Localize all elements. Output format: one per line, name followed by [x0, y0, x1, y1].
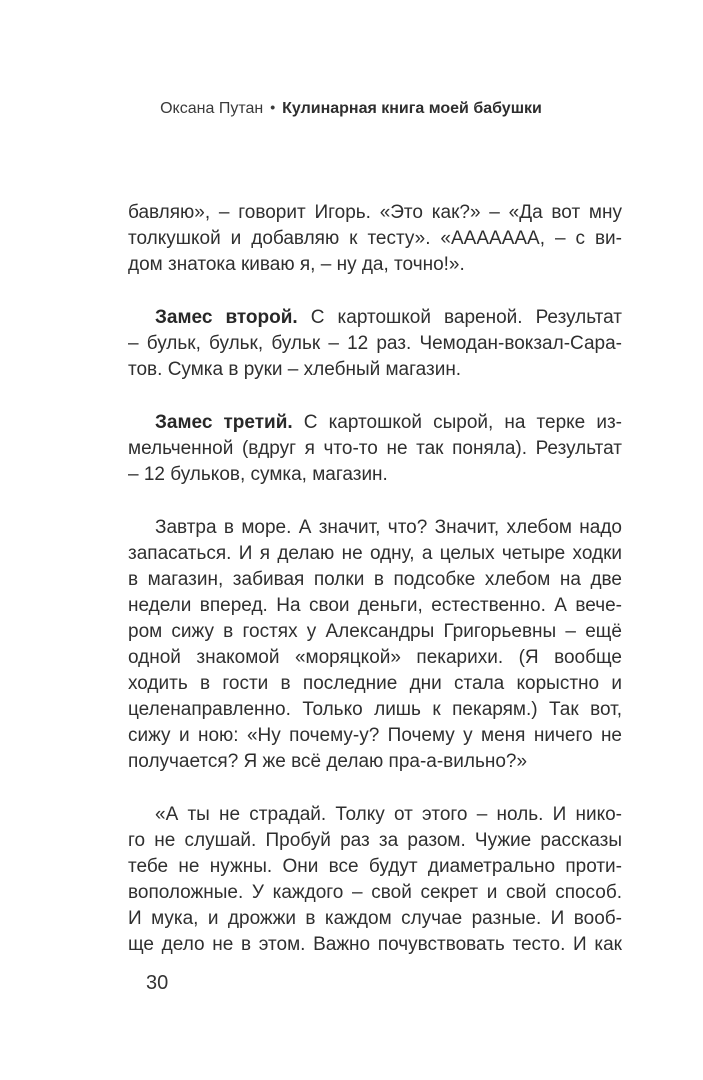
text-line: ходить в гости в последние дни стала корыстно и — [128, 673, 622, 694]
page-text — [128, 200, 622, 958]
paragraph — [128, 305, 622, 383]
paragraph — [128, 200, 622, 278]
bullet-separator: • — [270, 99, 276, 115]
text-line: в магазин, забивая полки в подсобке хлебом на две — [128, 569, 622, 590]
book-title: Кулинарная книга моей бабушки — [282, 100, 542, 117]
text-line: Завтра в море. А значит, что? Значит, хлебом надо — [155, 517, 622, 538]
paragraph — [128, 410, 622, 488]
text-line: воположные. У каждого – свой секрет и свой способ. — [128, 882, 622, 903]
text-line: – 12 бульков, сумка, магазин. — [128, 464, 388, 485]
page-header — [104, 97, 598, 119]
text-line: тов. Сумка в руки – хлебный магазин. — [128, 359, 462, 380]
author-name: Оксана Путан — [160, 100, 264, 117]
paragraph-bold-lead: Замес второй. — [155, 307, 298, 328]
text-line: одной знакомой «моряцкой» пекарихи. (Я вообще — [128, 647, 622, 668]
text-line: ще дело не в этом. Важно почувствовать тесто. И как — [128, 934, 622, 955]
text-line: недели вперед. На свои деньги, естественно. А вече- — [128, 595, 622, 616]
text-line: «А ты не страдай. Толку от этого – ноль. И нико- — [155, 804, 622, 825]
text-line: запасаться. И я делаю не одну, а целых четыре ходки — [128, 543, 622, 564]
text-line: тебе не нужны. Они все будут диаметрально проти- — [128, 856, 622, 877]
paragraph-bold-lead: Замес третий. — [155, 412, 293, 433]
text-line: целенаправленно. Только лишь к пекарям.) Так вот, — [128, 699, 622, 720]
text-line: бавляю», – говорит Игорь. «Это как?» – «Да вот мну — [128, 202, 622, 223]
text-line: мельченной (вдруг я что-то не так поняла). Результат — [128, 438, 622, 459]
text-line: го не слушай. Пробуй раз за разом. Чужие рассказы — [128, 830, 622, 851]
paragraph — [128, 515, 622, 775]
paragraph — [128, 802, 622, 958]
text-line: получается? Я же всё делаю пра-а-вильно?» — [128, 751, 528, 772]
text-line: толкушкой и добавляю к тесту». «ААААААА, – с ви- — [128, 228, 622, 249]
text-line: Замес третий. С картошкой сырой, на терке из- — [155, 412, 622, 433]
text-line: дом знатока киваю я, – ну да, точно!». — [128, 254, 465, 275]
text-line: – бульк, бульк, бульк – 12 раз. Чемодан-вокзал-Сара- — [128, 333, 622, 354]
text-line: Замес второй. С картошкой вареной. Результат — [155, 307, 622, 328]
text-line: сижу и ною: «Ну почему-у? Почему у меня ничего не — [128, 725, 622, 746]
text-line: И мука, и дрожжи в каждом случае разные. И вооб- — [128, 908, 622, 929]
page-number: 30 — [146, 972, 169, 994]
text-line: ром сижу в гостях у Александры Григорьевны – ещё — [128, 621, 622, 642]
